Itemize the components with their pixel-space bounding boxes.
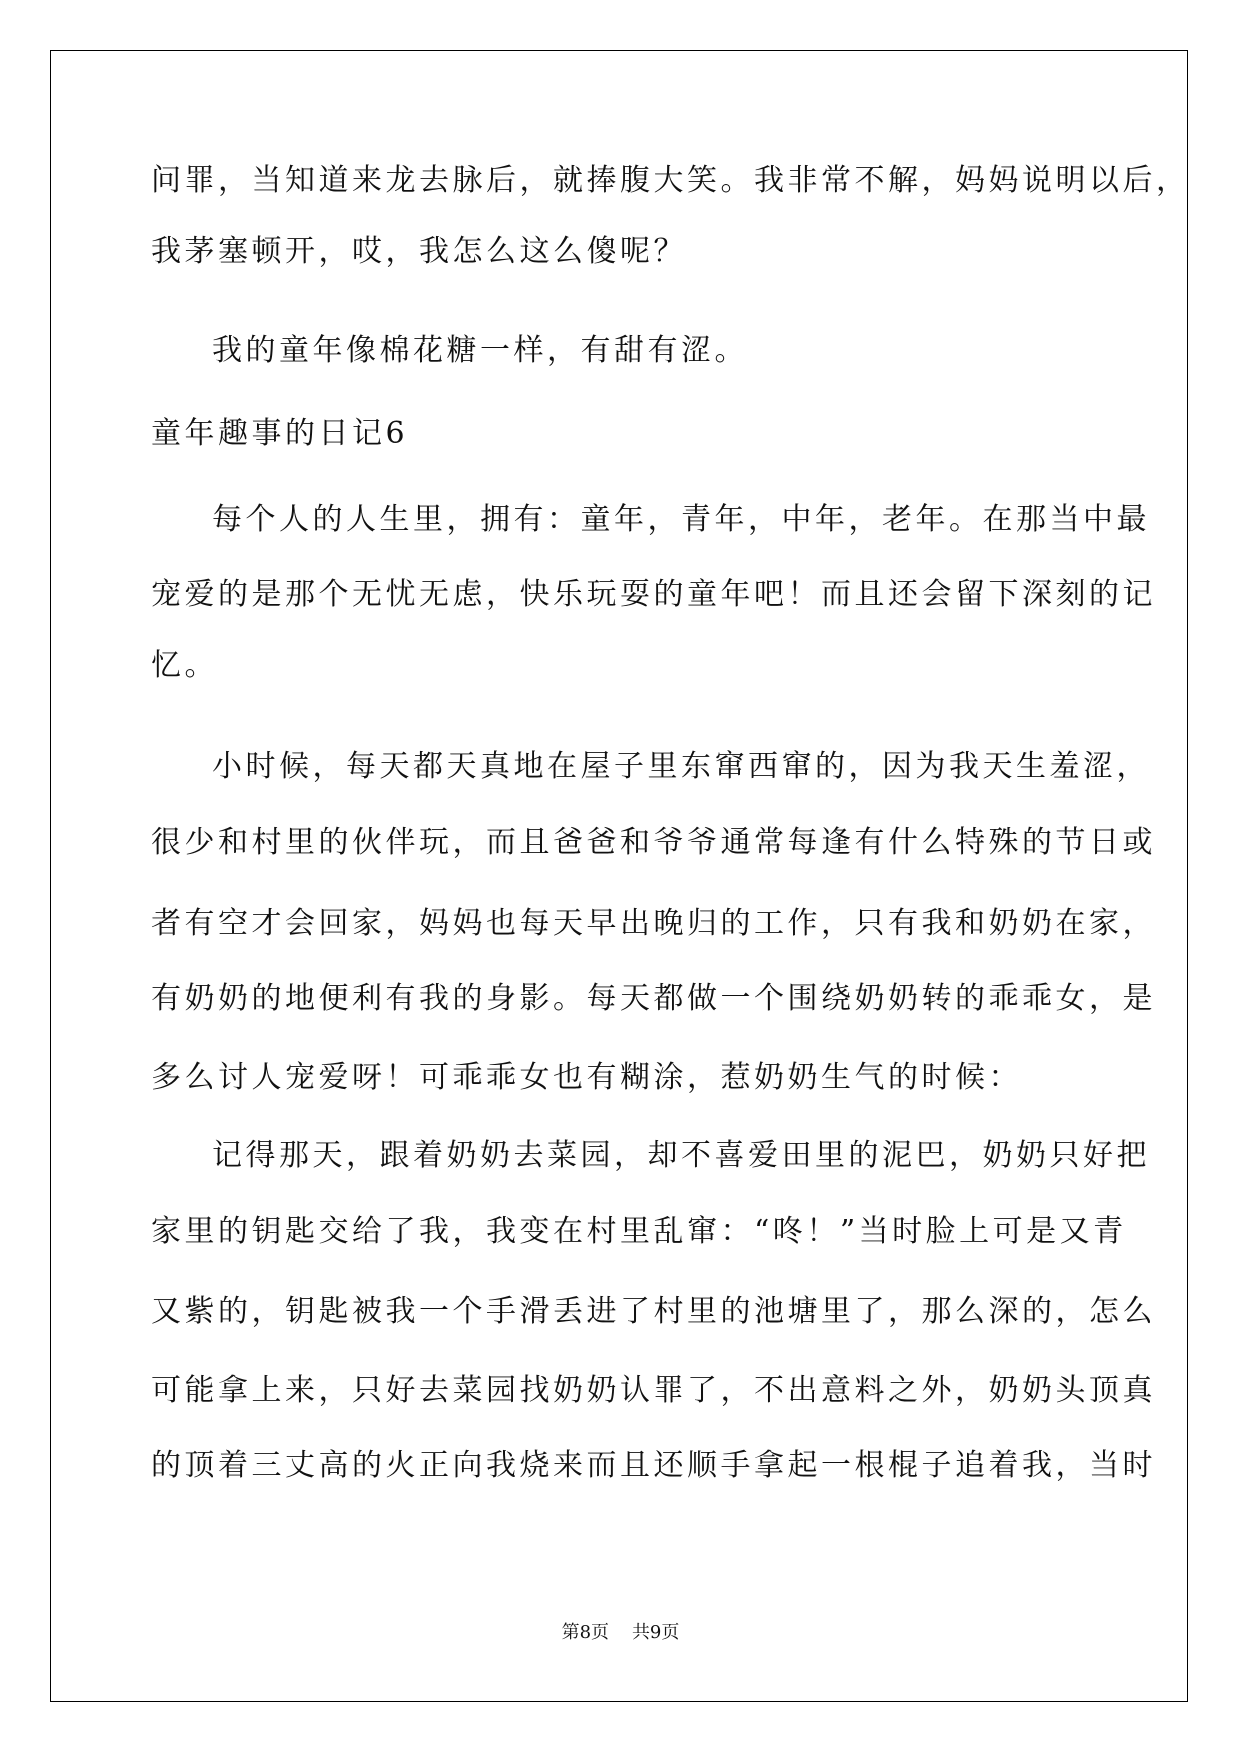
- text-line: 的顶着三丈高的火正向我烧来而且还顺手拿起一根棍子追着我，当时: [151, 1448, 1156, 1483]
- text-line: 小时候，每天都天真地在屋子里东窜西窜的，因为我天生羞涩，: [212, 749, 1150, 784]
- text-line: 我茅塞顿开，哎，我怎么这么傻呢？: [151, 234, 687, 269]
- text-line: 可能拿上来，只好去菜园找奶奶认罪了，不出意料之外，奶奶头顶真: [151, 1373, 1156, 1408]
- text-line: 家里的钥匙交给了我，我变在村里乱窜：“咚！”当时脸上可是又青: [151, 1214, 1127, 1249]
- text-line: 者有空才会回家，妈妈也每天早出晚归的工作，只有我和奶奶在家，: [151, 906, 1156, 941]
- page-number: 第8页: [561, 1622, 610, 1643]
- text-line: 多么讨人宠爱呀！可乖乖女也有糊涂，惹奶奶生气的时候：: [151, 1060, 1022, 1095]
- text-line: 我的童年像棉花糖一样，有甜有涩。: [212, 333, 748, 368]
- text-line: 宠爱的是那个无忧无虑，快乐玩耍的童年吧！而且还会留下深刻的记: [151, 577, 1156, 612]
- page-total: 共9页: [631, 1622, 680, 1643]
- text-line: 每个人的人生里，拥有：童年，青年，中年，老年。在那当中最: [212, 502, 1150, 537]
- section-heading: 童年趣事的日记6: [151, 416, 409, 451]
- text-line: 忆。: [151, 648, 218, 683]
- text-line: 很少和村里的伙伴玩，而且爸爸和爷爷通常每逢有什么特殊的节日或: [151, 825, 1156, 860]
- text-line: 问罪，当知道来龙去脉后，就捧腹大笑。我非常不解，妈妈说明以后，: [151, 163, 1190, 198]
- text-line: 又紫的，钥匙被我一个手滑丢进了村里的池塘里了，那么深的，怎么: [151, 1294, 1156, 1329]
- text-line: 有奶奶的地便利有我的身影。每天都做一个围绕奶奶转的乖乖女，是: [151, 981, 1156, 1016]
- text-line: 记得那天，跟着奶奶去菜园，却不喜爱田里的泥巴，奶奶只好把: [212, 1138, 1150, 1173]
- page-footer: [0, 1618, 1241, 1644]
